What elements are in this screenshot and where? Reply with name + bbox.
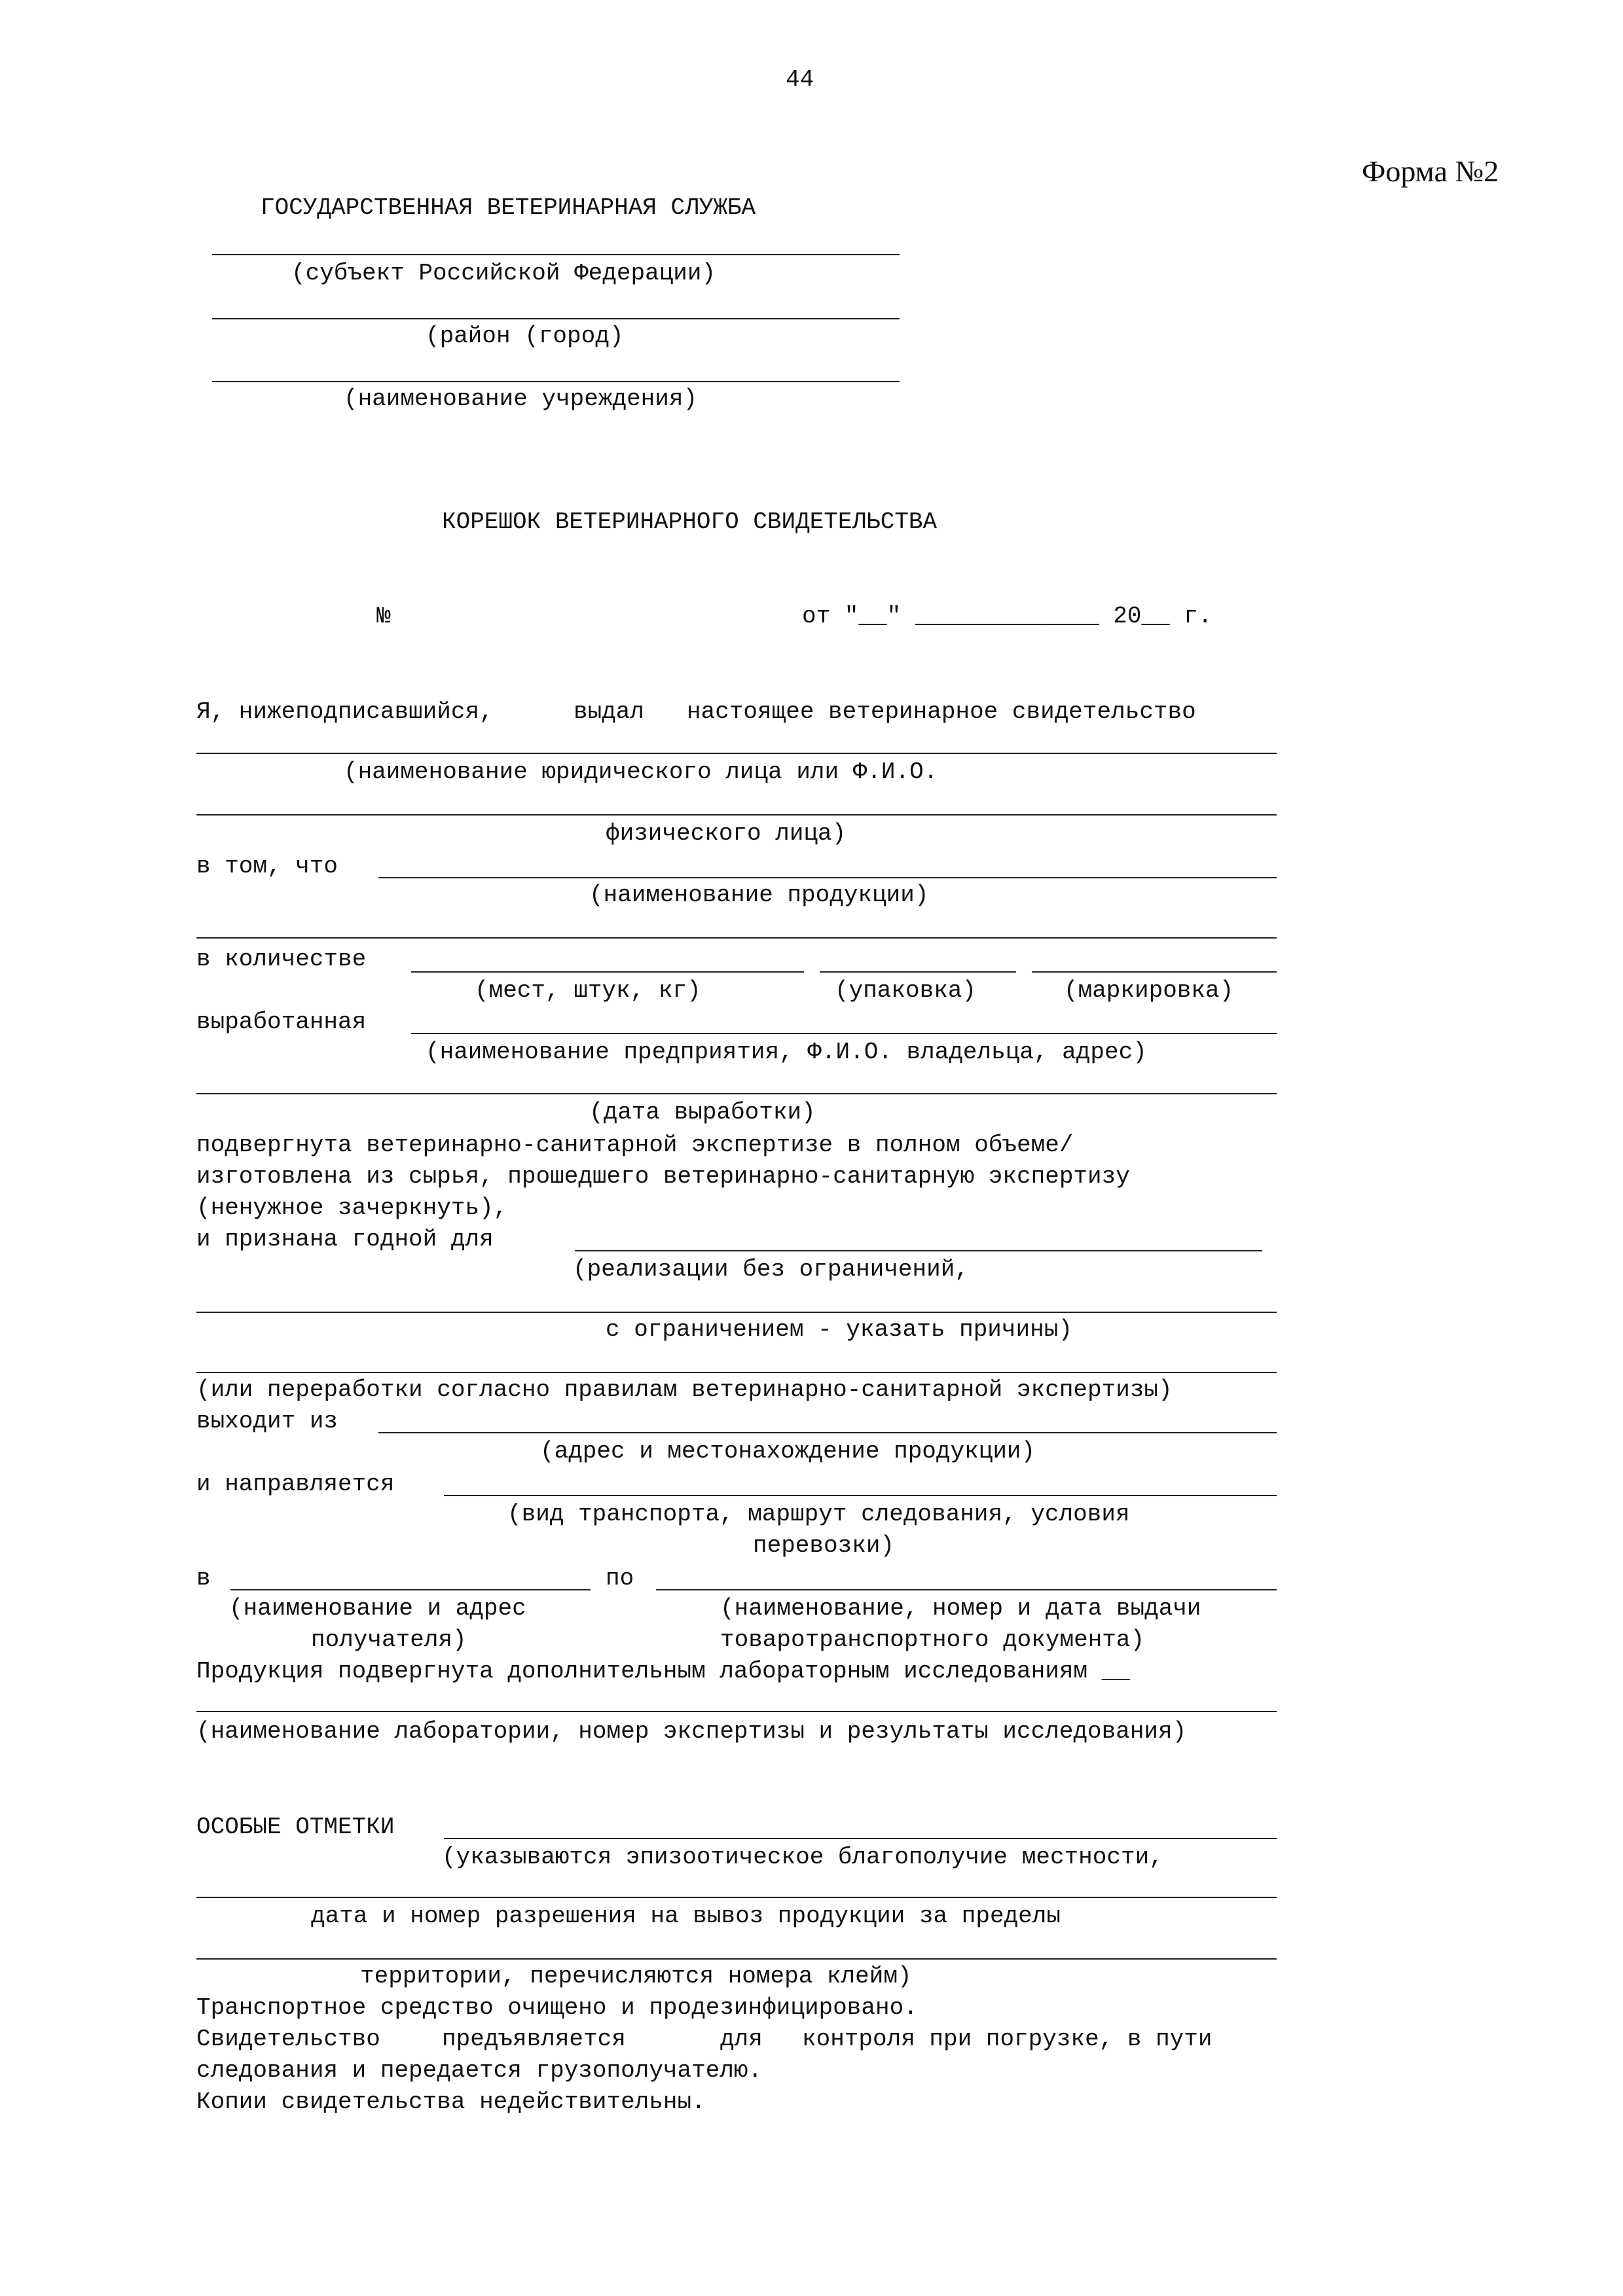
recognized-label: и признана годной для [196, 1226, 494, 1253]
footer-line-3: следования и передается грузополучателю. [196, 2057, 763, 2084]
footer-line-2-part-1: Свидетельство [196, 2026, 380, 2053]
subject-caption: (субъект Российской Федерации) [291, 260, 716, 287]
lab-caption: (наименование лаборатории, номер экспертизы и результаты исследования) [196, 1718, 1187, 1745]
special-notes-label: ОСОБЫЕ ОТМЕТКИ [196, 1814, 395, 1840]
address-caption: (адрес и местонахождение продукции) [540, 1438, 1036, 1465]
strike-note: (ненужное зачеркнуть), [196, 1194, 508, 1221]
recipient-name-line-2 [196, 814, 1277, 816]
to-label: в [196, 1565, 211, 1592]
special-caption-3: территории, перечисляются номера клейм) [360, 1963, 912, 1990]
quantity-caption: (мест, штук, кг) [475, 977, 701, 1004]
enterprise-caption: (наименование предприятия, Ф.И.О. владельца, адрес) [426, 1039, 1147, 1066]
product-line-2 [196, 937, 1277, 939]
sale-caption: (реализации без ограничений, [573, 1256, 969, 1283]
document-line [656, 1589, 1277, 1590]
product-caption: (наименование продукции) [589, 882, 929, 908]
intro-part-3: настоящее ветеринарное свидетельство [687, 698, 1196, 725]
transport-caption-1: (вид транспорта, маршрут следования, условия [507, 1501, 1130, 1528]
restriction-line [196, 1312, 1277, 1313]
expertise-line-1: подвергнута ветеринарно-санитарной экспертизе в полном объеме/ [196, 1132, 1074, 1158]
marking-caption: (маркировка) [1064, 977, 1234, 1004]
by-label: по [606, 1565, 634, 1592]
recipient-name-line [196, 753, 1277, 754]
footer-line-2-part-3: для [720, 2026, 763, 2053]
institution-line [212, 381, 900, 382]
document-caption-1: (наименование, номер и дата выдачи [720, 1595, 1201, 1622]
date-field: от "__" _____________ 20__ г. [802, 603, 1213, 630]
service-heading: ГОСУДАРСТВЕННАЯ ВЕТЕРИНАРНАЯ СЛУЖБА [261, 194, 756, 221]
recipient-caption-1: (наименование и адрес [229, 1595, 526, 1622]
sale-line [575, 1250, 1262, 1251]
footer-line-2-part-4: контроля при погрузке, в пути [802, 2026, 1213, 2053]
intro-part-1: Я, нижеподписавшийся, [196, 698, 494, 725]
production-date-caption: (дата выработки) [589, 1099, 816, 1126]
packaging-line [820, 971, 1016, 973]
subject-line [212, 254, 900, 255]
document-caption-2: товаротранспортного документа) [720, 1626, 1145, 1653]
directed-label: и направляется [196, 1471, 395, 1498]
expertise-line-2: изготовлена из сырья, прошедшего ветеринарно-санитарную экспертизу [196, 1163, 1130, 1190]
transport-caption-2: перевозки) [753, 1532, 895, 1559]
processing-caption: (или переработки согласно правилам ветеринарно-санитарной экспертизы) [196, 1376, 1173, 1403]
footer-line-1: Транспортное средство очищено и продезинфицировано. [196, 1994, 918, 2021]
lab-line [196, 1711, 1277, 1712]
institution-caption: (наименование учреждения) [344, 386, 698, 412]
special-notes-line [444, 1838, 1277, 1839]
special-notes-line-2 [196, 1897, 1277, 1898]
document-title: КОРЕШОК ВЕТЕРИНАРНОГО СВИДЕТЕЛЬСТВА [442, 509, 938, 535]
special-caption-1: (указываются эпизоотическое благополучие местности, [442, 1844, 1163, 1871]
special-notes-line-3 [196, 1958, 1277, 1960]
legal-entity-caption: (наименование юридического лица или Ф.И.О. [344, 759, 938, 785]
district-line [212, 318, 900, 319]
recipient-caption-2: получателя) [311, 1626, 467, 1653]
quantity-label: в количестве [196, 946, 367, 973]
restriction-caption: с ограничением - указать причины) [606, 1316, 1072, 1343]
in-that-label: в том, что [196, 853, 338, 880]
departure-line [378, 1432, 1277, 1433]
production-date-line [196, 1093, 1277, 1094]
transport-line [444, 1495, 1277, 1496]
district-caption: (район (город) [426, 323, 624, 350]
number-label: № [376, 603, 391, 630]
footer-line-4: Копии свидетельства недействительны. [196, 2089, 706, 2115]
page-number: 44 [786, 66, 814, 93]
form-label: Форма №2 [1362, 154, 1499, 188]
marking-line [1032, 971, 1277, 973]
quantity-line [411, 971, 804, 973]
enterprise-line [411, 1033, 1277, 1034]
lab-text: Продукция подвергнута дополнительным лабораторным исследованиям __ [196, 1658, 1130, 1685]
packaging-caption: (упаковка) [835, 977, 977, 1004]
physical-person-caption: физического лица) [606, 820, 847, 847]
departs-label: выходит из [196, 1408, 338, 1435]
footer-line-2-part-2: предъявляется [442, 2026, 626, 2053]
recipient-line [230, 1589, 591, 1590]
product-line [378, 877, 1277, 878]
produced-label: выработанная [196, 1009, 367, 1035]
special-caption-2: дата и номер разрешения на вывоз продукции за пределы [311, 1903, 1061, 1929]
intro-part-2: выдал [574, 698, 645, 725]
processing-line [196, 1372, 1277, 1373]
